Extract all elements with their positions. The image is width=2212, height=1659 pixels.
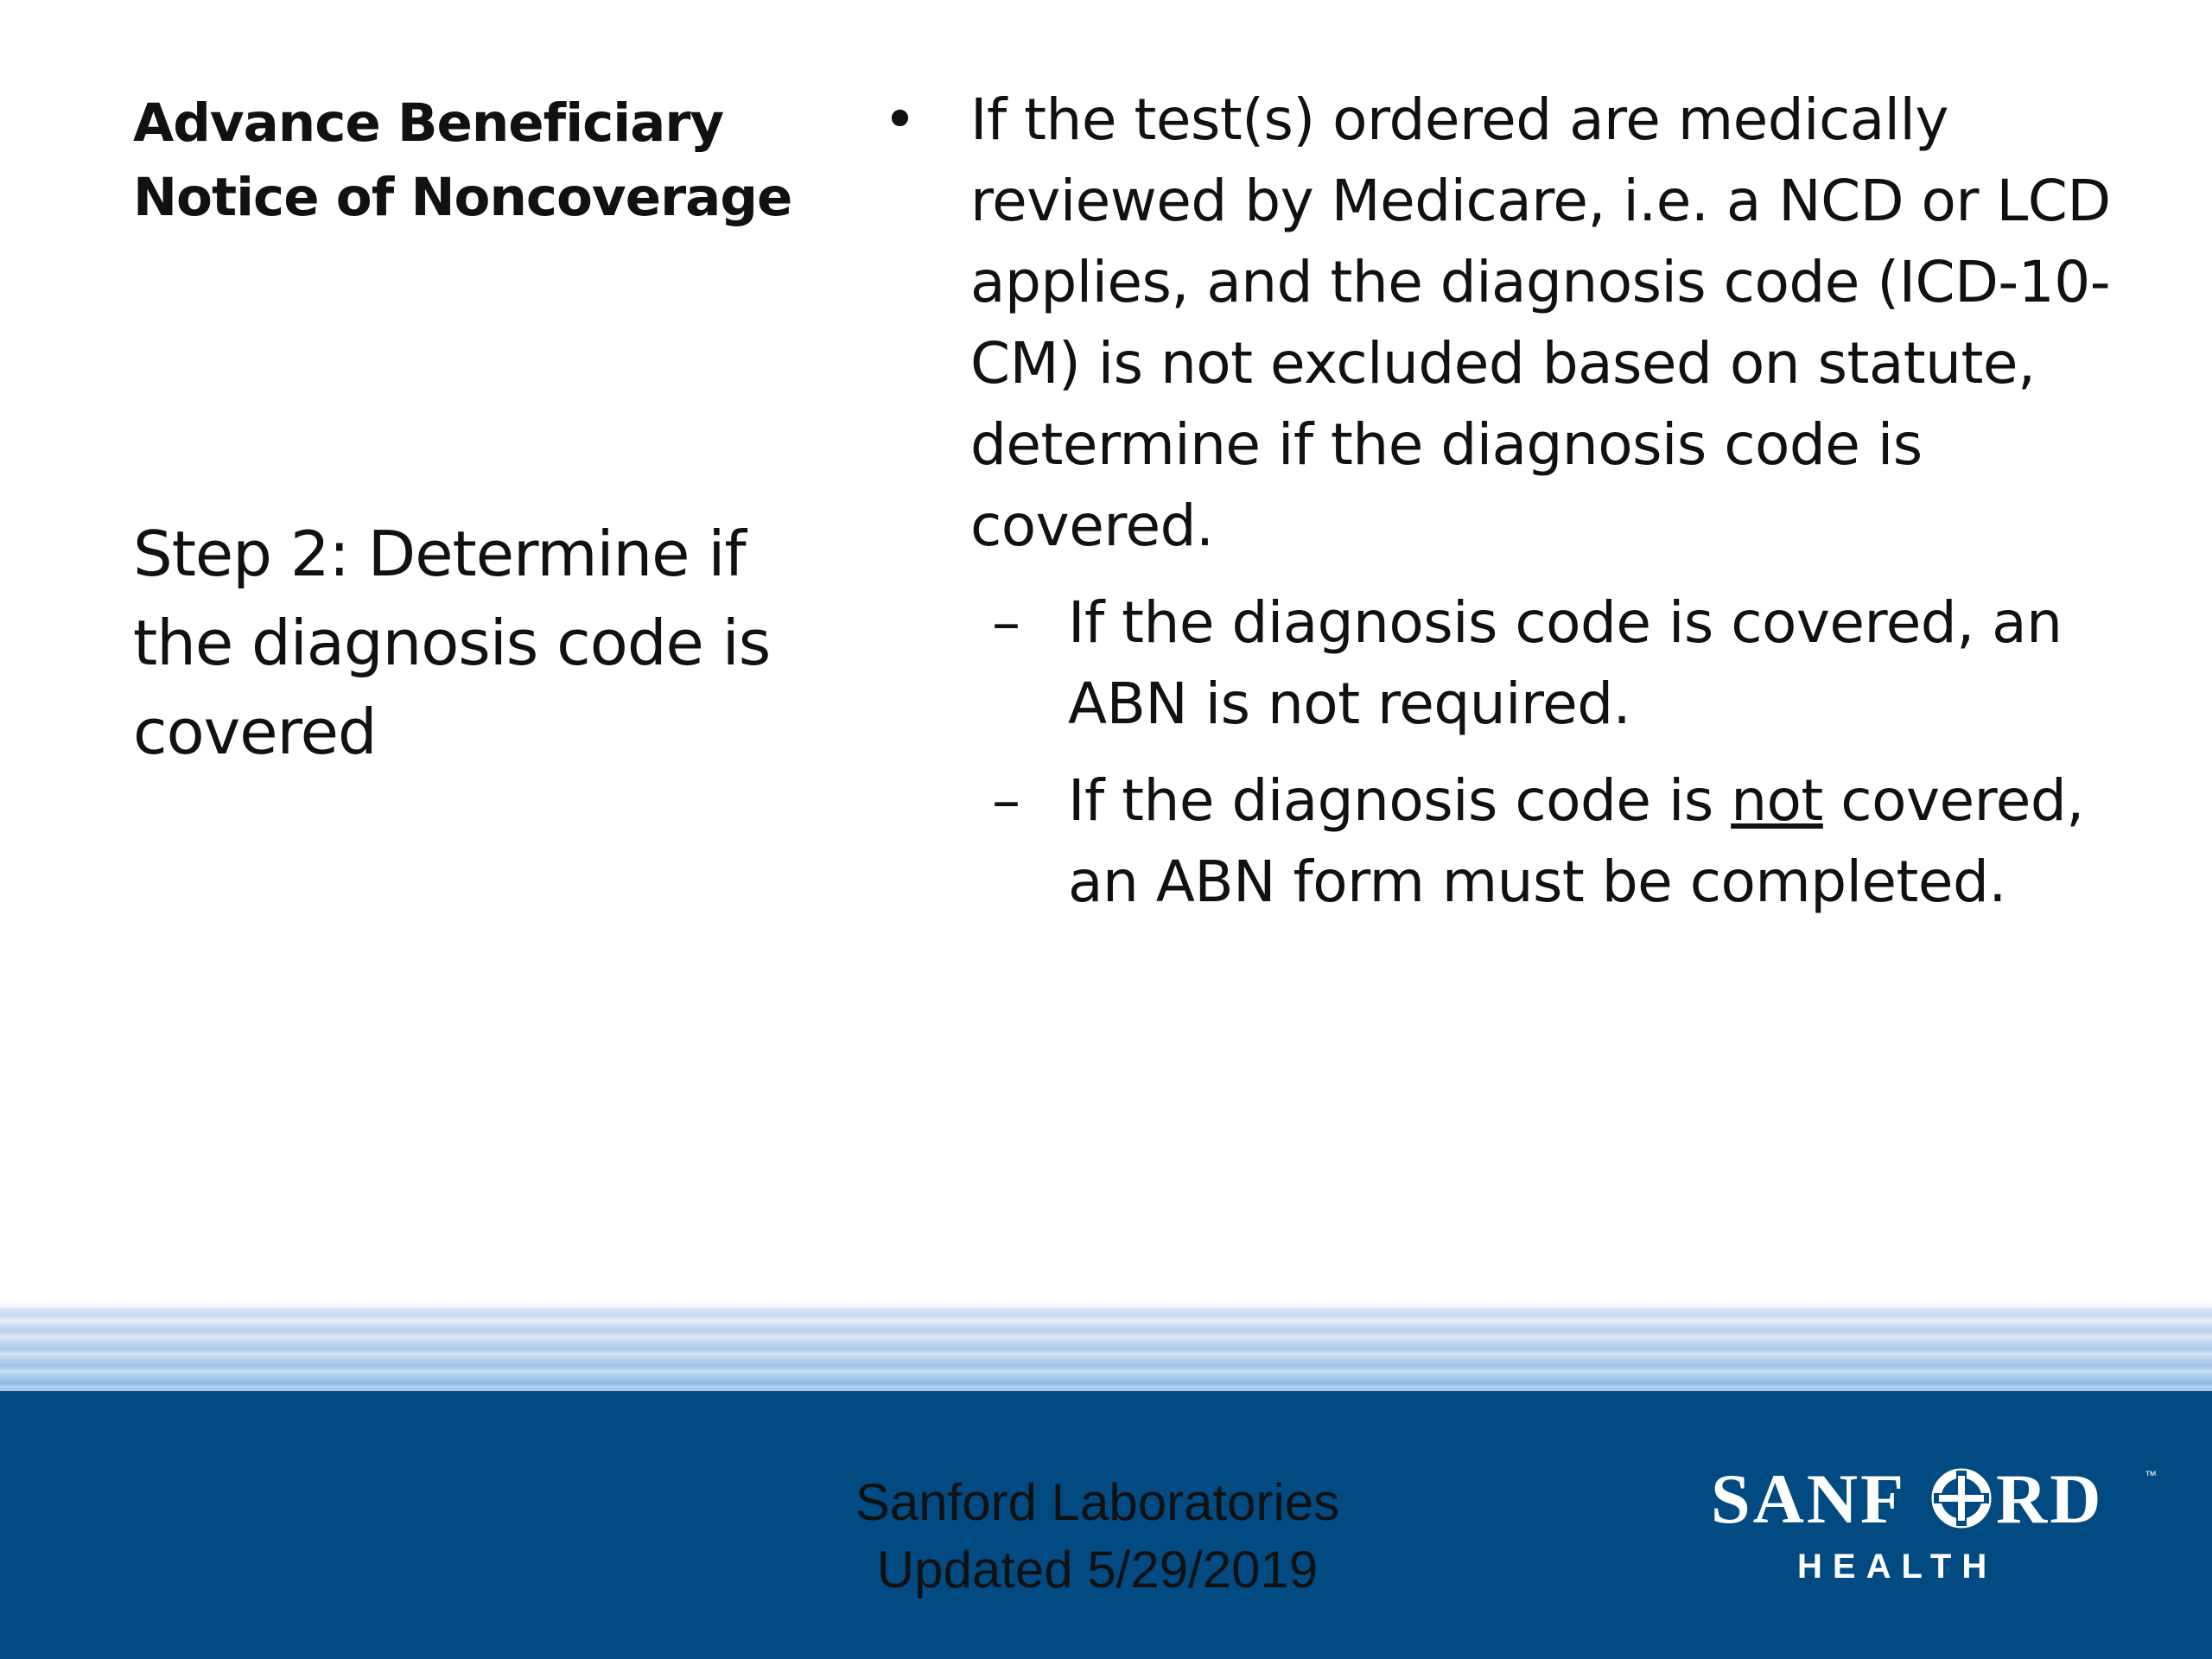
slide-title-line: Notice of Noncoverage bbox=[133, 167, 792, 228]
logo-subtext: HEALTH bbox=[1797, 1548, 1998, 1586]
content-area bbox=[873, 79, 2152, 923]
sub-bullet-covered bbox=[873, 582, 2152, 745]
bullet-line: covered. bbox=[970, 493, 1214, 559]
sanford-health-logo bbox=[1702, 1460, 2169, 1590]
slide-title-line: Advance Beneficiary bbox=[133, 92, 724, 154]
footer-line: Sanford Laboratories bbox=[855, 1473, 1340, 1531]
trademark-icon: ™ bbox=[2145, 1468, 2157, 1482]
bullet-line: If the test(s) ordered are medically bbox=[970, 86, 1948, 153]
dash-icon: – bbox=[992, 767, 1020, 834]
bullet-line: determine if the diagnosis code is bbox=[970, 411, 1923, 478]
cross-icon bbox=[1934, 1471, 1989, 1526]
bullet-icon: • bbox=[883, 86, 917, 153]
emphasis-not: not bbox=[1731, 767, 1823, 834]
slide-title bbox=[133, 86, 807, 235]
sub-bullet-not-covered bbox=[873, 760, 2152, 923]
logo-text-right: RD bbox=[1996, 1460, 2104, 1538]
sub-bullet-text: If the diagnosis code is bbox=[1068, 767, 1732, 834]
step-heading-line: covered bbox=[133, 696, 377, 768]
footer-text bbox=[709, 1469, 1486, 1604]
sub-bullet-line: If the diagnosis code is covered, an bbox=[1068, 589, 2063, 656]
sub-bullet-line: ABN is not required. bbox=[1068, 671, 1631, 737]
logo-text-left: SANF bbox=[1711, 1460, 1907, 1538]
sub-bullet-text: covered, bbox=[1822, 767, 2084, 834]
sub-bullet-line bbox=[1068, 760, 2152, 842]
sub-bullet-line: an ABN form must be completed. bbox=[1068, 849, 2006, 915]
step-heading bbox=[133, 510, 824, 777]
decorative-stripes bbox=[0, 1300, 2212, 1391]
step-heading-line: Step 2: Determine if bbox=[133, 518, 746, 590]
footer-line: Updated 5/29/2019 bbox=[876, 1541, 1319, 1599]
bullet-line: CM) is not excluded based on statute, bbox=[970, 330, 2036, 397]
bullet-line: applies, and the diagnosis code (ICD-10- bbox=[970, 249, 2111, 315]
main-bullet bbox=[873, 79, 2152, 567]
dash-icon: – bbox=[992, 589, 1020, 656]
bullet-line: reviewed by Medicare, i.e. a NCD or LCD bbox=[970, 168, 2111, 234]
step-heading-line: the diagnosis code is bbox=[133, 607, 771, 679]
